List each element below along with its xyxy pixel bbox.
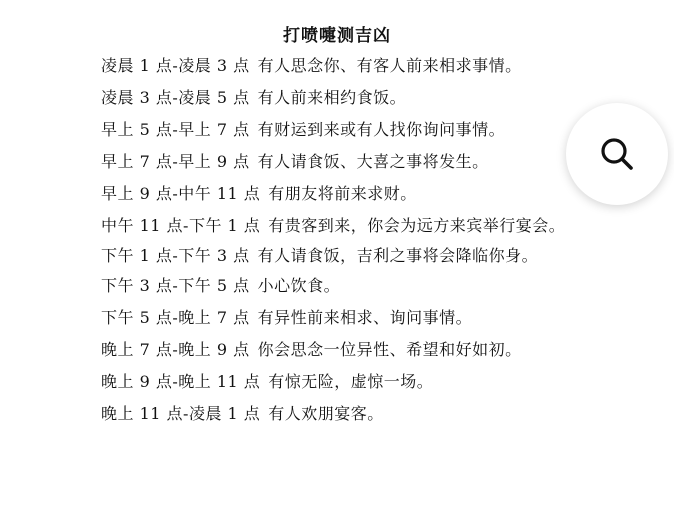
entry-meaning: 有人思念你、有客人前来相求事情。 bbox=[257, 56, 522, 75]
list-item bbox=[101, 120, 571, 140]
document-title: 打喷嚏测吉凶 bbox=[283, 26, 391, 46]
list-item bbox=[101, 308, 571, 328]
entry-time: 下午 5 点-晚上 7 点 bbox=[101, 308, 250, 327]
entry-time: 凌晨 1 点-凌晨 3 点 bbox=[101, 56, 250, 75]
list-item bbox=[101, 276, 571, 296]
entry-meaning: 有人前来相约食饭。 bbox=[257, 88, 407, 107]
entry-meaning: 你会思念一位异性、希望和好如初。 bbox=[257, 340, 522, 359]
entry-meaning: 有贵客到来，你会为远方来宾举行宴会。 bbox=[268, 216, 566, 235]
entry-time: 中午 11 点-下午 1 点 bbox=[101, 216, 261, 235]
entry-time: 晚上 7 点-晚上 9 点 bbox=[101, 340, 250, 359]
entry-meaning: 有人欢朋宴客。 bbox=[268, 404, 384, 423]
entry-time: 下午 1 点-下午 3 点 bbox=[101, 246, 250, 265]
entry-meaning: 有惊无险，虚惊一场。 bbox=[268, 372, 434, 391]
entry-meaning: 有人请食饭、大喜之事将发生。 bbox=[257, 152, 489, 171]
entry-time: 早上 9 点-中午 11 点 bbox=[101, 184, 261, 203]
entry-time: 早上 7 点-早上 9 点 bbox=[101, 152, 250, 171]
entry-list bbox=[101, 56, 571, 436]
entry-meaning: 有人请食饭，吉利之事将会降临你身。 bbox=[257, 246, 539, 265]
entry-time: 早上 5 点-早上 7 点 bbox=[101, 120, 250, 139]
list-item bbox=[101, 56, 571, 76]
entry-time: 下午 3 点-下午 5 点 bbox=[101, 276, 250, 295]
entry-time: 晚上 9 点-晚上 11 点 bbox=[101, 372, 261, 391]
entry-meaning: 有异性前来相求、询问事情。 bbox=[257, 308, 473, 327]
list-item bbox=[101, 184, 571, 204]
entry-meaning: 有朋友将前来求财。 bbox=[268, 184, 417, 203]
entry-meaning: 有财运到来或有人找你询问事情。 bbox=[257, 120, 506, 139]
list-item bbox=[101, 216, 571, 236]
entry-meaning: 小心饮食。 bbox=[257, 276, 341, 295]
entry-time: 凌晨 3 点-凌晨 5 点 bbox=[101, 88, 250, 107]
search-icon bbox=[597, 134, 637, 174]
entry-time: 晚上 11 点-凌晨 1 点 bbox=[101, 404, 261, 423]
list-item bbox=[101, 246, 571, 266]
list-item bbox=[101, 88, 571, 108]
list-item bbox=[101, 404, 571, 424]
search-button[interactable] bbox=[566, 103, 668, 205]
list-item bbox=[101, 340, 571, 360]
list-item bbox=[101, 372, 571, 392]
list-item bbox=[101, 152, 571, 172]
